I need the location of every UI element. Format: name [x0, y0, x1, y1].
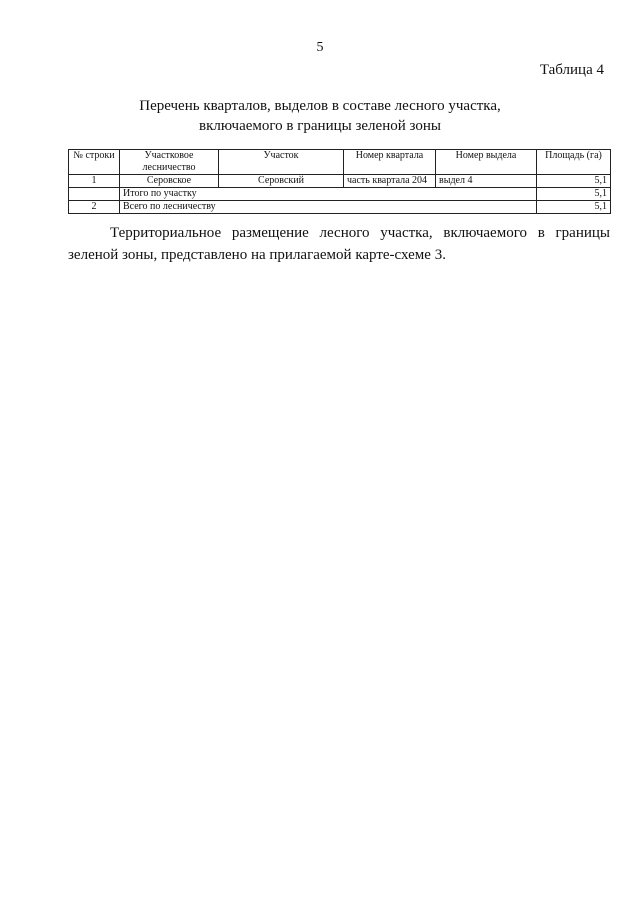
header-forestry: Участковое лесничество	[120, 150, 219, 175]
table-row	[69, 175, 611, 188]
total-row	[69, 201, 611, 214]
body-paragraph: Территориальное размещение лесного участка, включаемого в границы зеленой зоны, представлено на прилагаемой карте-схеме 3.	[68, 225, 610, 263]
cell-forestry: Серовское	[120, 175, 219, 188]
cell-row-number: 1	[69, 175, 120, 188]
title-line-1: Перечень кварталов, выделов в составе лесного участка,	[139, 98, 501, 114]
header-quarter: Номер квартала	[344, 150, 436, 175]
cell-empty	[69, 188, 120, 201]
cell-site: Серовский	[219, 175, 344, 188]
subtotal-row	[69, 188, 611, 201]
cell-area: 5,1	[537, 175, 611, 188]
cell-quarter: часть квартала 204	[344, 175, 436, 188]
header-allotment: Номер выдела	[436, 150, 537, 175]
cell-allotment: выдел 4	[436, 175, 537, 188]
table-header-row	[69, 150, 611, 175]
document-title	[0, 96, 640, 136]
title-line-2: включаемого в границы зеленой зоны	[199, 118, 441, 134]
page-number: 5	[316, 40, 324, 55]
total-row-number: 2	[69, 201, 120, 214]
forest-quarters-table	[68, 149, 611, 214]
table-caption: Таблица 4	[539, 62, 604, 78]
subtotal-label: Итого по участку	[120, 188, 537, 201]
total-area: 5,1	[537, 201, 611, 214]
header-site: Участок	[219, 150, 344, 175]
subtotal-area: 5,1	[537, 188, 611, 201]
total-label: Всего по лесничеству	[120, 201, 537, 214]
header-area: Площадь (га)	[537, 150, 611, 175]
header-row-number: № строки	[69, 150, 120, 175]
